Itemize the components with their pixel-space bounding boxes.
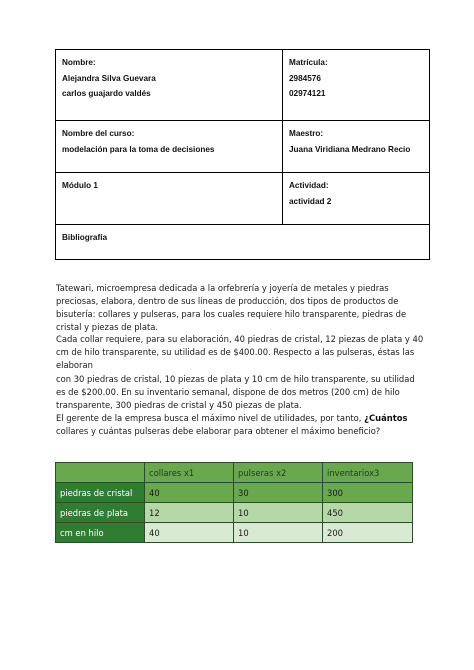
- nombre-value-1: Alejandra Silva Guevara: [62, 73, 156, 83]
- curso-cell: [56, 121, 283, 173]
- modulo-label: Módulo 1: [62, 181, 98, 190]
- curso-value: modelación para la toma de decisiones: [62, 144, 215, 154]
- header-cell-inventario: inventariox3: [323, 463, 413, 483]
- header-cell-pulseras: pulseras x2: [234, 463, 323, 483]
- table-cell: 10: [234, 503, 323, 523]
- paragraph-question: [56, 412, 424, 438]
- table-cell: 12: [145, 503, 234, 523]
- actividad-value: actividad 2: [289, 196, 332, 206]
- maestro-value: Juana Viridiana Medrano Recio: [289, 144, 411, 154]
- paragraph-pulseras: con 30 piedras de cristal, 10 piezas de plata y 10 cm de hilo transparente, su utilidad es de $200.00. En su inventario semanal, dispone de dos metros (200 cm) de hilo transparente, 300 piedras de cristal y 450 piezas de plata.: [56, 374, 415, 410]
- header-cell-collares: collares x1: [145, 463, 234, 483]
- table-cell: 300: [323, 483, 413, 503]
- header-cell-empty: [56, 463, 145, 483]
- question-text: El gerente de la empresa busca el máximo nivel de utilidades, por tanto,: [56, 413, 365, 423]
- nombre-cell: [56, 50, 283, 121]
- nombre-value-2: carlos guajardo valdés: [62, 89, 151, 99]
- row-label: piedras de cristal: [56, 483, 145, 503]
- bibliografia-label: Bibliografía: [62, 233, 108, 242]
- table-cell: 30: [234, 483, 323, 503]
- nombre-label: Nombre:: [62, 58, 96, 67]
- question-bold: ¿Cuántos: [364, 413, 408, 423]
- table-cell: 40: [145, 523, 234, 543]
- row-label: piedras de plata: [56, 503, 145, 523]
- curso-label: Nombre del curso:: [62, 129, 135, 138]
- modulo-cell: [56, 173, 283, 225]
- matricula-cell: [283, 50, 430, 121]
- maestro-cell: [283, 121, 430, 173]
- paragraph-intro: Tatewari, microempresa dedicada a la orfebrería y joyería de metales y piedras preciosas, elabora, dentro de sus líneas de producción, dos tipos de productos de bisutería: collares y pulseras, para los cuales requiere hilo transparente, piedras de cristal y piezas de plata.: [56, 283, 407, 332]
- student-info-table: [55, 49, 430, 260]
- table-cell: 450: [323, 503, 413, 523]
- actividad-cell: [283, 173, 430, 225]
- table-cell: 10: [234, 523, 323, 543]
- table-cell: 200: [323, 523, 413, 543]
- resources-table: [55, 462, 413, 543]
- matricula-label: Matrícula:: [289, 58, 328, 67]
- actividad-label: Actividad:: [289, 181, 329, 190]
- row-label: cm en hilo: [56, 523, 145, 543]
- question-rest: collares y cuántas pulseras debe elaborar para obtener el máximo beneficio?: [56, 426, 381, 436]
- table-row: [56, 503, 413, 523]
- paragraph-collar: Cada collar requiere, para su elaboración, 40 piedras de cristal, 12 piezas de plata y 40 cm de hilo transparente, su utilidad es de $400.00. Respecto a las pulseras, éstas las elaboran: [56, 334, 424, 370]
- matricula-value-1: 2984576: [289, 73, 321, 83]
- table-row: [56, 523, 413, 543]
- table-header-row: [56, 463, 413, 483]
- matricula-value-2: 02974121: [289, 89, 326, 99]
- table-row: [56, 483, 413, 503]
- table-cell: 40: [145, 483, 234, 503]
- maestro-label: Maestro:: [289, 129, 324, 138]
- bibliografia-cell: [56, 225, 430, 260]
